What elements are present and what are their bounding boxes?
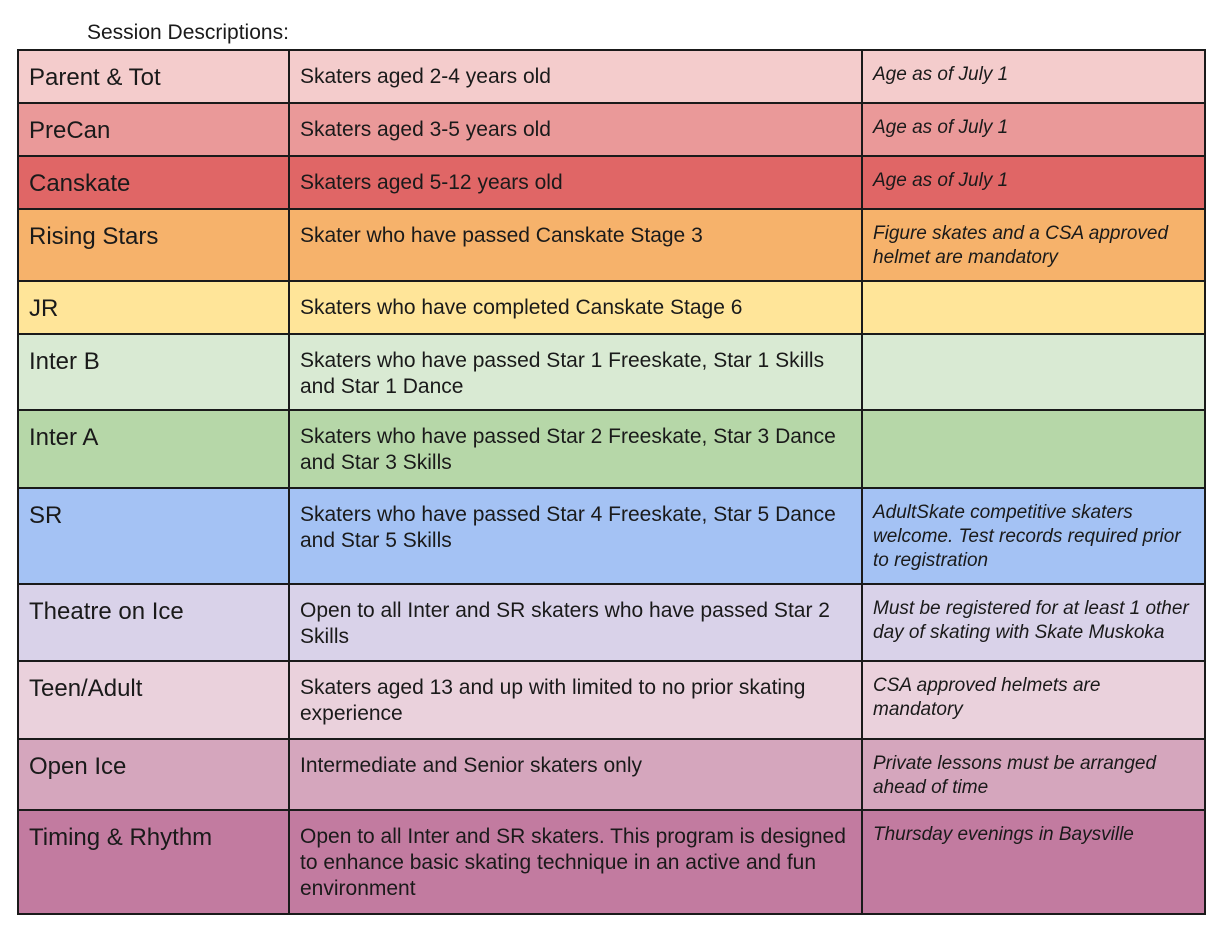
session-name-cell — [18, 584, 289, 661]
session-description: Skaters aged 13 and up with limited to no prior skating experience — [300, 676, 806, 725]
table-row — [18, 103, 1205, 156]
table-row — [18, 661, 1205, 739]
session-description-cell — [289, 209, 862, 281]
session-description: Open to all Inter and SR skaters who have passed Star 2 Skills — [300, 599, 830, 648]
session-table — [17, 49, 1206, 915]
session-name: Canskate — [29, 170, 131, 197]
session-note: Private lessons must be arranged ahead of time — [873, 753, 1157, 798]
table-row — [18, 334, 1205, 410]
session-name-cell — [18, 488, 289, 584]
session-description-cell — [289, 281, 862, 334]
session-note-cell — [862, 281, 1205, 334]
session-description: Skaters who have completed Canskate Stage 6 — [300, 296, 743, 319]
session-description-cell — [289, 488, 862, 584]
session-note-cell — [862, 661, 1205, 739]
session-note-cell — [862, 156, 1205, 209]
session-name-cell — [18, 334, 289, 410]
session-name-cell — [18, 661, 289, 739]
session-note-cell — [862, 810, 1205, 914]
session-note-cell — [862, 209, 1205, 281]
session-name: PreCan — [29, 117, 111, 144]
session-note: Age as of July 1 — [873, 64, 1009, 85]
table-row — [18, 584, 1205, 661]
session-note-cell — [862, 584, 1205, 661]
session-description-cell — [289, 661, 862, 739]
session-name-cell — [18, 156, 289, 209]
session-note: AdultSkate competitive skaters welcome. Test records required prior to registration — [873, 502, 1181, 571]
session-name: Parent & Tot — [29, 64, 161, 91]
session-note: Age as of July 1 — [873, 117, 1009, 138]
session-description: Skaters aged 2-4 years old — [300, 65, 551, 88]
session-name: Inter A — [29, 424, 99, 451]
session-name-cell — [18, 810, 289, 914]
session-description: Skaters who have passed Star 2 Freeskate, Star 3 Dance and Star 3 Skills — [300, 425, 836, 474]
session-note-cell — [862, 410, 1205, 488]
session-description-cell — [289, 739, 862, 810]
session-name-cell — [18, 281, 289, 334]
table-row — [18, 810, 1205, 914]
session-name: Inter B — [29, 348, 100, 375]
session-name-cell — [18, 209, 289, 281]
table-row — [18, 739, 1205, 810]
session-name-cell — [18, 103, 289, 156]
session-note-cell — [862, 103, 1205, 156]
session-note: Must be registered for at least 1 other day of skating with Skate Muskoka — [873, 598, 1189, 643]
session-description-cell — [289, 334, 862, 410]
session-name-cell — [18, 739, 289, 810]
session-description: Skater who have passed Canskate Stage 3 — [300, 224, 703, 247]
session-note-cell — [862, 739, 1205, 810]
table-row — [18, 281, 1205, 334]
session-note-cell — [862, 50, 1205, 103]
session-description-cell — [289, 584, 862, 661]
session-name: JR — [29, 295, 59, 322]
session-description: Open to all Inter and SR skaters. This program is designed to enhance basic skating technique in an active and fun environment — [300, 825, 846, 900]
session-note: Figure skates and a CSA approved helmet are mandatory — [873, 223, 1169, 268]
session-note-cell — [862, 488, 1205, 584]
table-row — [18, 488, 1205, 584]
session-name-cell — [18, 410, 289, 488]
table-row — [18, 410, 1205, 488]
session-note: CSA approved helmets are mandatory — [873, 675, 1101, 720]
session-name: Open Ice — [29, 753, 127, 780]
session-note: Age as of July 1 — [873, 170, 1009, 191]
section-heading: Session Descriptions: — [87, 21, 289, 44]
session-description: Skaters who have passed Star 1 Freeskate, Star 1 Skills and Star 1 Dance — [300, 349, 825, 398]
session-description: Intermediate and Senior skaters only — [300, 754, 643, 777]
session-name: SR — [29, 502, 63, 529]
session-description: Skaters aged 3-5 years old — [300, 118, 551, 141]
session-description-cell — [289, 410, 862, 488]
table-row — [18, 209, 1205, 281]
session-description: Skaters aged 5-12 years old — [300, 171, 563, 194]
session-description-cell — [289, 50, 862, 103]
session-name: Teen/Adult — [29, 675, 143, 702]
session-description-cell — [289, 156, 862, 209]
session-name: Theatre on Ice — [29, 598, 184, 625]
table-row — [18, 156, 1205, 209]
session-name: Rising Stars — [29, 223, 159, 250]
session-name: Timing & Rhythm — [29, 824, 213, 851]
session-note-cell — [862, 334, 1205, 410]
table-row — [18, 50, 1205, 103]
session-description-cell — [289, 103, 862, 156]
session-note: Thursday evenings in Baysville — [873, 824, 1134, 845]
session-description: Skaters who have passed Star 4 Freeskate, Star 5 Dance and Star 5 Skills — [300, 503, 836, 552]
session-description-cell — [289, 810, 862, 914]
session-name-cell — [18, 50, 289, 103]
